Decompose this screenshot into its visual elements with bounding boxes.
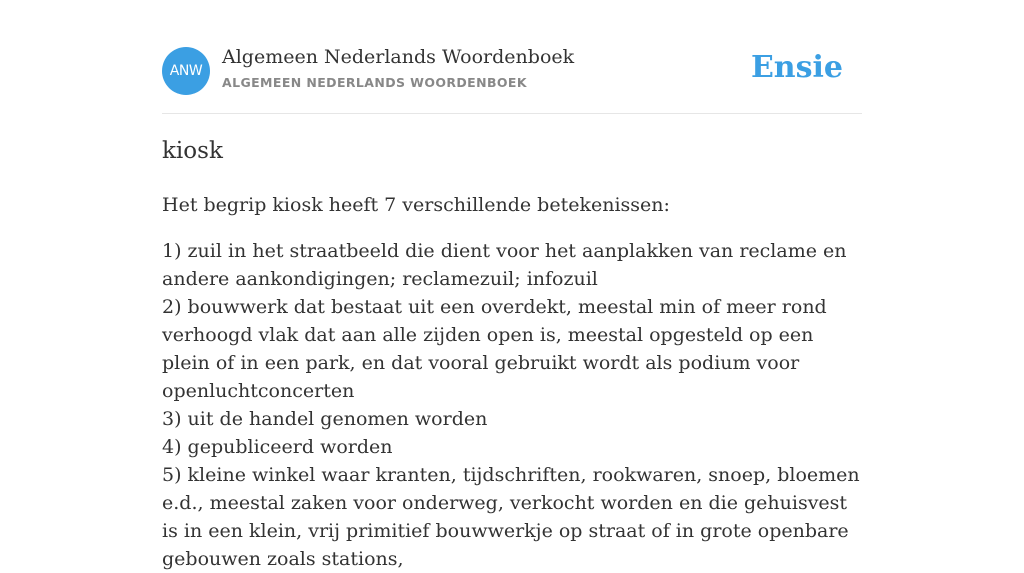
definition-item: 5) kleine winkel waar kranten, tijdschriften, rookwaren, snoep, bloemen e.d., meestal zaken voor onderweg, verkocht worden en die gehuisvest is in een klein, vrij primitief bouwwerkje op straat of in grote openbare gebouwen zoals stations,	[162, 464, 860, 570]
source-header	[162, 0, 862, 114]
source-subtitle: ALGEMEEN NEDERLANDS WOORDENBOEK	[222, 75, 527, 90]
definition-list	[162, 237, 866, 573]
anw-logo[interactable]: ANW	[162, 47, 210, 95]
definition-item: 1) zuil in het straatbeeld die dient voor het aanplakken van reclame en andere aankondigingen; reclamezuil; infozuil	[162, 240, 847, 290]
ensie-brand-logo[interactable]: Ensie	[750, 50, 843, 85]
definition-item: 3) uit de handel genomen worden	[162, 408, 488, 430]
entry-intro: Het begrip kiosk heeft 7 verschillende betekenissen:	[162, 194, 670, 216]
definition-item: 4) gepubliceerd worden	[162, 436, 393, 458]
definition-item: 2) bouwwerk dat bestaat uit een overdekt, meestal min of meer rond verhoogd vlak dat aan alle zijden open is, meestal opgesteld op een plein of in een park, en dat vooral gebruikt wordt als podium voor openluchtconcerten	[162, 296, 827, 402]
source-title[interactable]: Algemeen Nederlands Woordenboek	[222, 46, 575, 68]
page-container	[162, 0, 862, 570]
entry-term: kiosk	[162, 138, 223, 164]
